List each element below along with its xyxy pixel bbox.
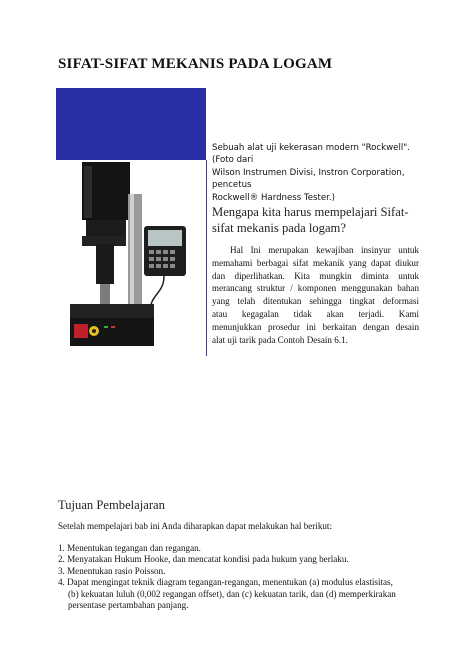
hardness-tester-image — [64, 144, 204, 350]
intro-paragraph — [212, 244, 419, 346]
caption-line: Wilson Instrumen Divisi, Instron Corporation, — [212, 167, 405, 178]
list-item — [58, 554, 418, 565]
figure-caption — [212, 142, 422, 204]
caption-line: Sebuah alat uji kekerasan modern "Rockwell". — [212, 143, 410, 153]
paragraph-line: dan diperlihatkan. Kita mungkin diminta untuk — [212, 270, 419, 281]
objectives-intro: Setelah mempelajari bab ini Anda diharapkan dapat melakukan hal berikut: — [58, 521, 332, 531]
list-item-text: 4. Dapat mengingat teknik diagram tegangan-regangan, menentukan (a) modulus elastisitas, — [58, 577, 393, 588]
objectives-list — [58, 543, 418, 611]
list-item-continuation: (b) kekuatan luluh (0,002 regangan offset), dan (c) kekuatan tarik, dan (d) memperkirakan — [68, 588, 396, 599]
paragraph-line: Hal Ini merupakan kewajiban insinyur untuk — [230, 245, 419, 255]
objectives-heading: Tujuan Pembelajaran — [58, 498, 165, 512]
paragraph-line: atau kegagalan tidak akan terjadi. Kami — [212, 308, 419, 319]
paragraph-line: yang telah ditentukan sehingga tingkat deformasi — [212, 296, 419, 307]
list-item — [58, 543, 418, 554]
page-title: SIFAT-SIFAT MEKANIS PADA LOGAM — [58, 56, 333, 72]
list-item-text: 1. Menentukan tegangan dan regangan. — [58, 543, 201, 553]
list-item-text: 2. Menyatakan Hukum Hooke, dan mencatat kondisi pada hukum yang berlaku. — [58, 554, 349, 565]
list-item-text: 3. Menentukan rasio Poisson. — [58, 565, 166, 576]
caption-line: Rockwell® Hardness Tester.) — [212, 192, 335, 203]
caption-line: (Foto dari — [212, 155, 254, 166]
paragraph-line: menunjukkan prosedur ini berkaitan dengan desain — [212, 321, 419, 332]
figure-divider — [206, 160, 207, 356]
paragraph-line: merancang struktur / komponen menggunakan bahan — [212, 283, 419, 294]
paragraph-line: memahami berbagai sifat mekanik yang dapat diukur — [212, 257, 419, 268]
list-item-continuation: persentase pertambahan panjang. — [68, 600, 189, 611]
question-heading — [212, 204, 422, 236]
caption-line: pencetus — [212, 180, 252, 191]
list-item — [58, 577, 418, 611]
paragraph-line: alat uji tarik pada Contoh Desain 6.1. — [212, 334, 348, 345]
question-line: sifat mekanis pada logam? — [212, 221, 346, 235]
question-line: Mengapa kita harus mempelajari Sifat- — [212, 205, 409, 219]
figure — [56, 88, 206, 356]
list-item — [58, 566, 418, 577]
